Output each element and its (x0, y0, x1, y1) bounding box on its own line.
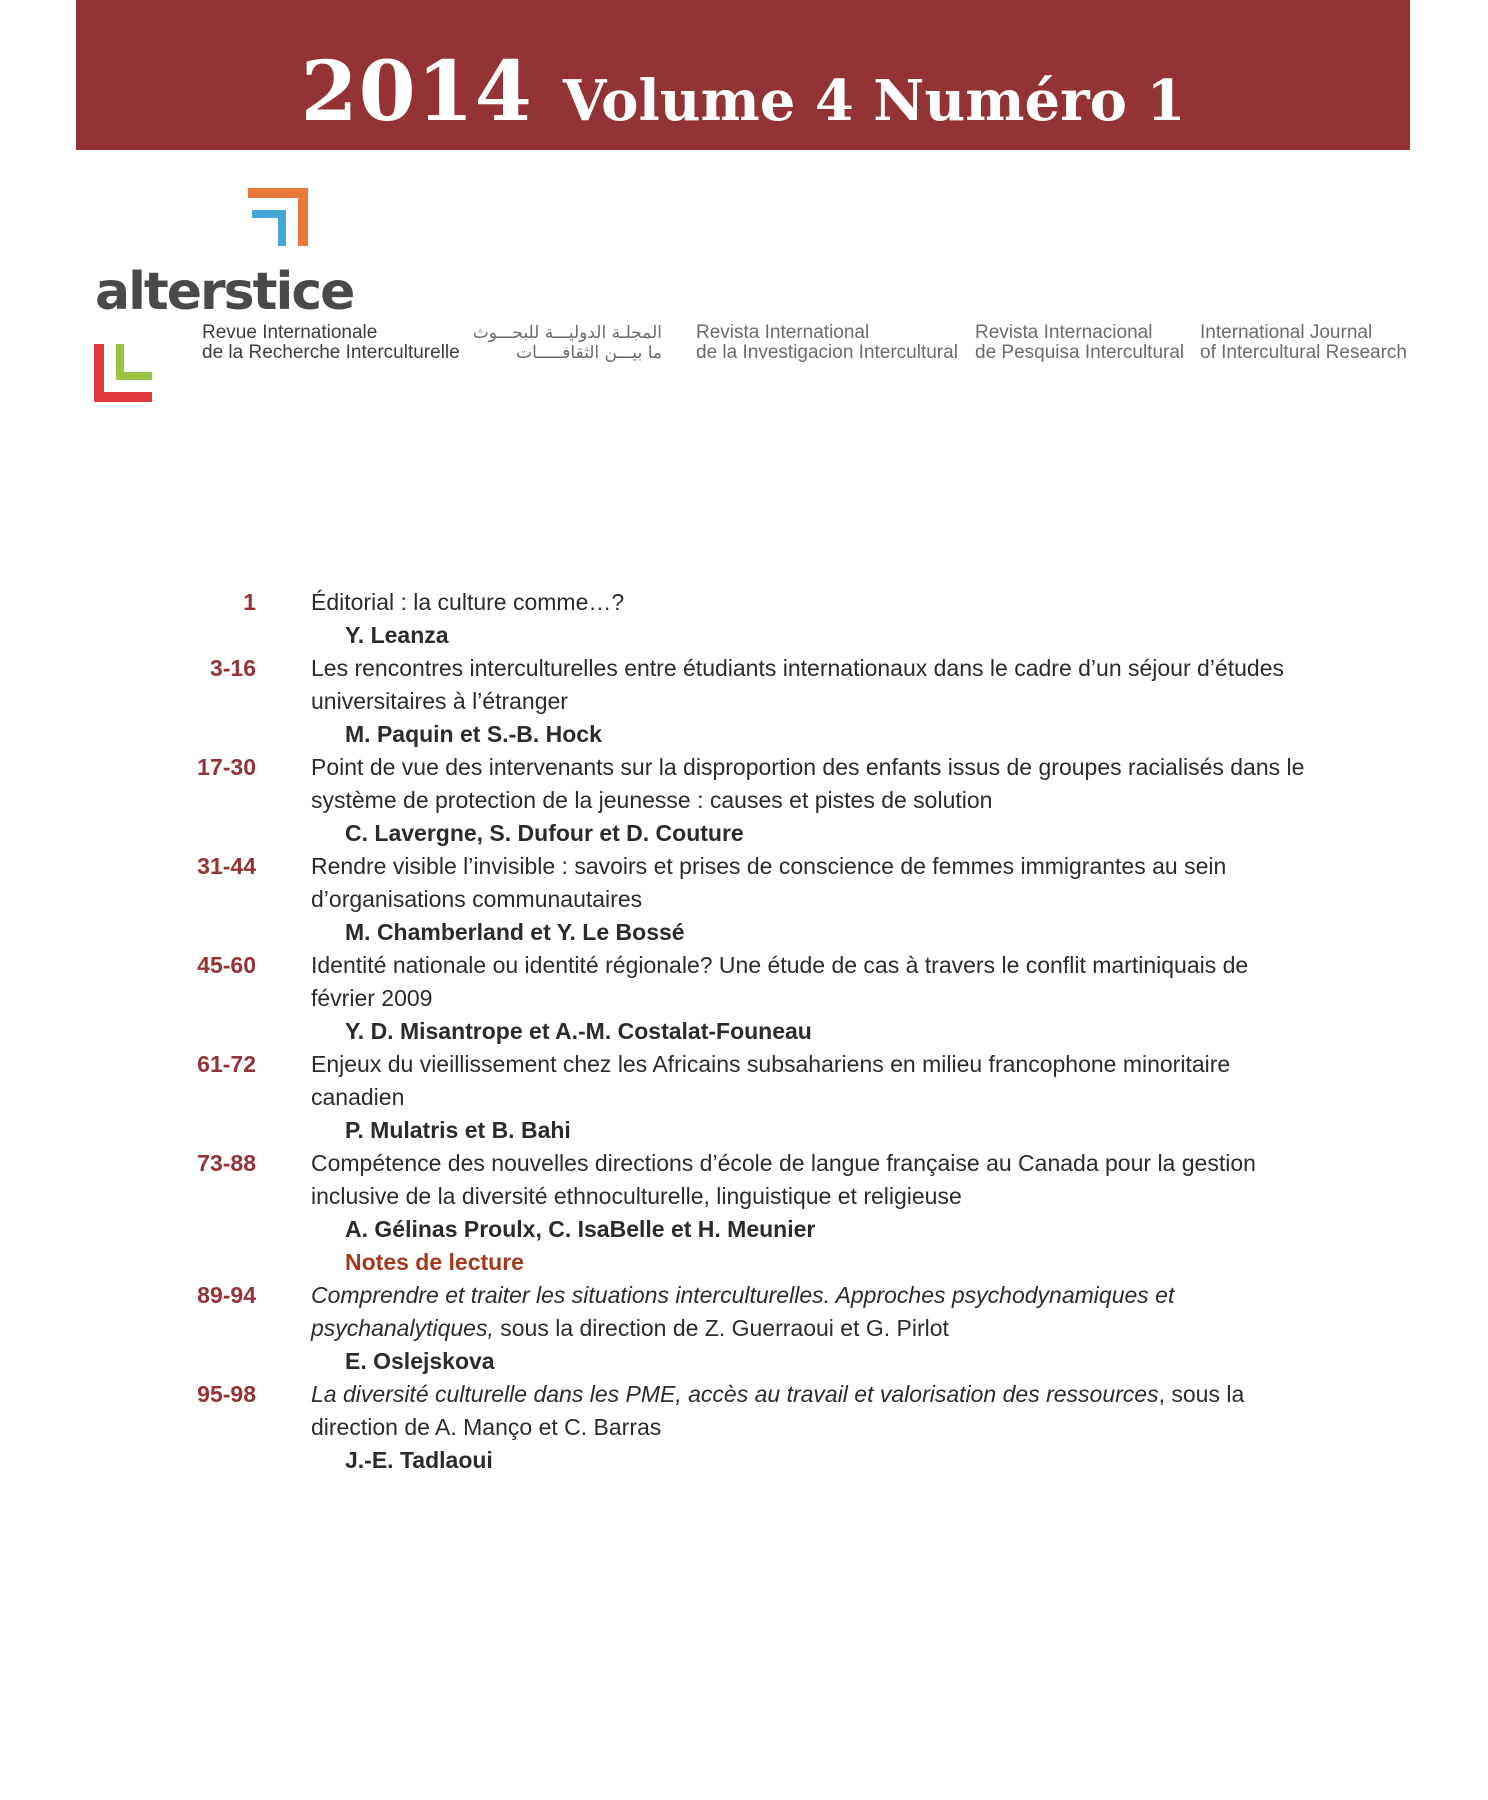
toc-title: Enjeux du vieillissement chez les Africains subsahariens en milieu francophone minoritaire canadien (311, 1051, 1231, 1110)
toc-title: Les rencontres interculturelles entre étudiants internationaux dans le cadre d’un séjour d’études universitaires à l’étranger (311, 655, 1284, 714)
toc-entry (0, 586, 1488, 652)
toc-title: Point de vue des intervenants sur la disproportion des enfants issus de groupes racialisés dans le système de protection de la jeunesse : causes et pistes de solution (311, 754, 1305, 813)
toc-title (311, 1378, 1311, 1444)
arrow-corner-logo-icon (248, 188, 310, 250)
toc-review-entry (0, 1378, 1488, 1477)
toc-authors: A. Gélinas Proulx, C. IsaBelle et H. Meunier (345, 1216, 816, 1242)
toc-pages: 1 (243, 589, 256, 615)
toc-authors: M. Paquin et S.-B. Hock (345, 721, 602, 747)
toc-entry (0, 949, 1488, 1048)
toc-title-rest: , sous la direction de A. Manço et C. Barras (311, 1381, 1245, 1440)
toc-authors: E. Oslejskova (345, 1348, 495, 1374)
banner-title (301, 44, 1186, 140)
toc-entry (0, 1048, 1488, 1147)
toc-title: Identité nationale ou identité régionale? Une étude de cas à travers le conflit martiniquais de février 2009 (311, 952, 1249, 1011)
toc-pages: 31-44 (197, 853, 256, 879)
tagline-es: Revista International de la Investigacion Intercultural (696, 322, 958, 363)
toc-pages: 89-94 (197, 1282, 256, 1308)
brand-name: alterstice (95, 262, 354, 322)
toc-title-rest: sous la direction de Z. Guerraoui et G. Pirlot (493, 1315, 949, 1341)
toc-pages: 73-88 (197, 1150, 256, 1176)
toc-title-italic: La diversité culturelle dans les PME, accès au travail et valorisation des ressources (311, 1381, 1159, 1407)
tagline-fr: Revue Internationale de la Recherche Interculturelle (202, 322, 460, 363)
toc-title: Éditorial : la culture comme…? (311, 589, 625, 615)
toc-title: Rendre visible l’invisible : savoirs et prises de conscience de femmes immigrantes au sein d’organisations communautaires (311, 853, 1227, 912)
toc-entry (0, 751, 1488, 850)
toc-entry (0, 652, 1488, 751)
toc-entry (0, 850, 1488, 949)
toc-authors: C. Lavergne, S. Dufour et D. Couture (345, 820, 744, 846)
toc-authors: J.-E. Tadlaoui (345, 1447, 493, 1473)
toc-entry (0, 1147, 1488, 1246)
toc-authors: M. Chamberland et Y. Le Bossé (345, 919, 685, 945)
toc-pages: 95-98 (197, 1381, 256, 1407)
toc-authors: Y. D. Misantrope et A.-M. Costalat-Founeau (345, 1018, 812, 1044)
table-of-contents (0, 586, 1488, 1477)
toc-title: Compétence des nouvelles directions d’école de langue française au Canada pour la gestion inclusive de la diversité ethnoculturelle, linguistique et religieuse (311, 1150, 1256, 1209)
toc-pages: 45-60 (197, 952, 256, 978)
section-heading-notes: Notes de lecture (345, 1249, 524, 1275)
toc-authors: P. Mulatris et B. Bahi (345, 1117, 571, 1143)
tagline-ar: المجلـة الدوليـــة للبحـــوث ما بيـــن الثقافـــــات (472, 323, 662, 363)
logo-green-corner (116, 344, 152, 380)
toc-review-entry (0, 1279, 1488, 1378)
toc-pages: 61-72 (197, 1051, 256, 1077)
toc-title-italic: Comprendre et traiter les situations interculturelles. Approches psychodynamiques et psychanalytiques, (311, 1282, 1175, 1341)
issue-banner (76, 0, 1410, 150)
toc-authors: Y. Leanza (345, 622, 449, 648)
toc-pages: 3-16 (209, 655, 256, 681)
banner-volume: Volume 4 Numéro 1 (562, 68, 1186, 134)
banner-year: 2014 (300, 44, 533, 140)
logo-blue-corner (252, 210, 286, 246)
tagline-pt: Revista Internacional de Pesquisa Intercultural (975, 322, 1185, 363)
toc-pages: 17-30 (197, 754, 256, 780)
toc-title (311, 1279, 1311, 1345)
tagline-en: International Journal of Intercultural Research (1200, 322, 1407, 363)
arrow-corner-logo-icon-bottom (94, 340, 156, 404)
